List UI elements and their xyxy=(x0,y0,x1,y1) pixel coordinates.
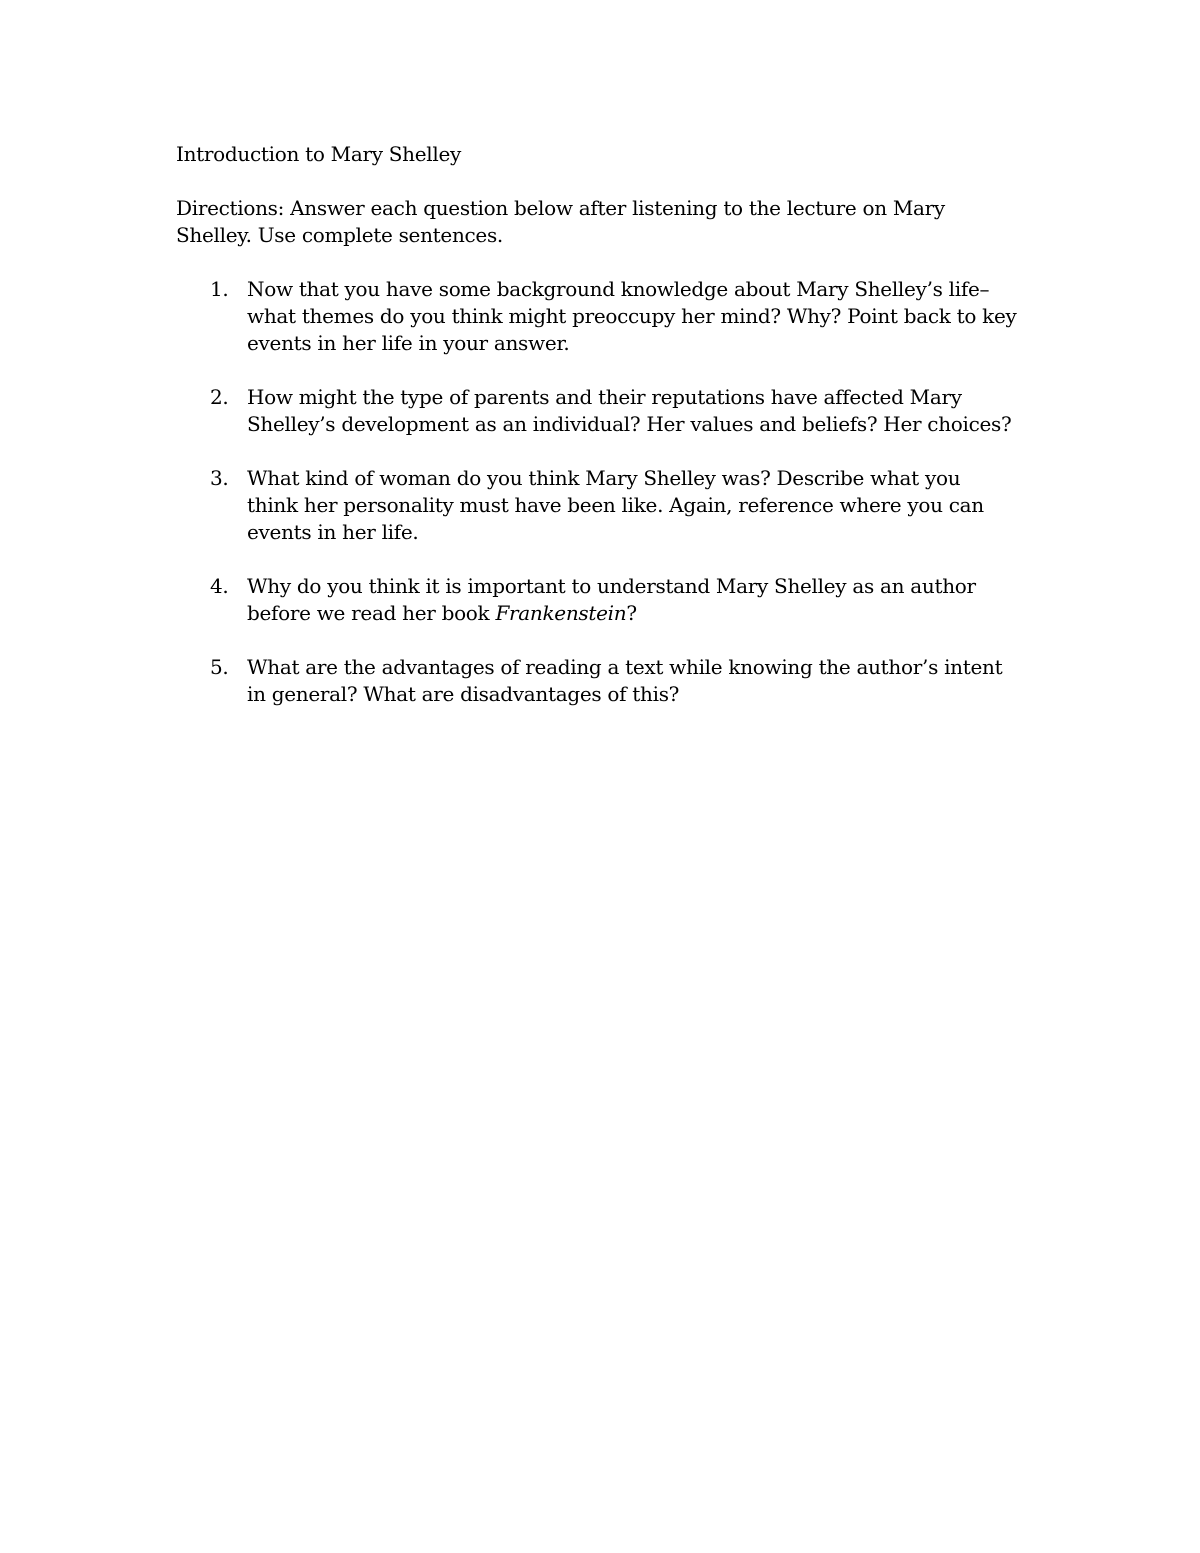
question-number: 5. xyxy=(210,655,229,679)
book-title: Frankenstein xyxy=(495,601,627,625)
document-title: Introduction to Mary Shelley xyxy=(176,142,462,166)
question-number: 2. xyxy=(210,385,229,409)
question-text: What kind of woman do you think Mary Shelley was? Describe what you think her personality must have been like. Again, reference where you can events in her life. xyxy=(247,466,984,544)
question-item-3 xyxy=(176,465,1036,546)
question-item-1 xyxy=(176,276,1036,357)
question-number: 3. xyxy=(210,466,229,490)
question-text: What are the advantages of reading a text while knowing the author’s intent in general? What are disadvantages of this? xyxy=(247,655,1003,706)
question-text: Now that you have some background knowledge about Mary Shelley’s life–what themes do you think might preoccupy her mind? Why? Point back to key events in her life in your answer. xyxy=(247,277,1017,355)
question-item-5 xyxy=(176,654,1036,708)
question-text: How might the type of parents and their reputations have affected Mary Shelley’s development as an individual? Her values and beliefs? Her choices? xyxy=(247,385,1012,436)
question-list xyxy=(176,276,1036,708)
question-item-2 xyxy=(176,384,1036,438)
question-number: 4. xyxy=(210,574,229,598)
question-text-before: Why do you think it is important to understand Mary Shelley as an author before we read her book xyxy=(247,574,976,625)
directions-text: Directions: Answer each question below after listening to the lecture on Mary Shelley. Use complete sentences. xyxy=(176,196,945,247)
question-text-after: ? xyxy=(626,601,637,625)
question-text xyxy=(247,573,1007,627)
question-item-4 xyxy=(176,573,1036,627)
document-content xyxy=(176,141,1036,735)
question-number: 1. xyxy=(210,277,229,301)
